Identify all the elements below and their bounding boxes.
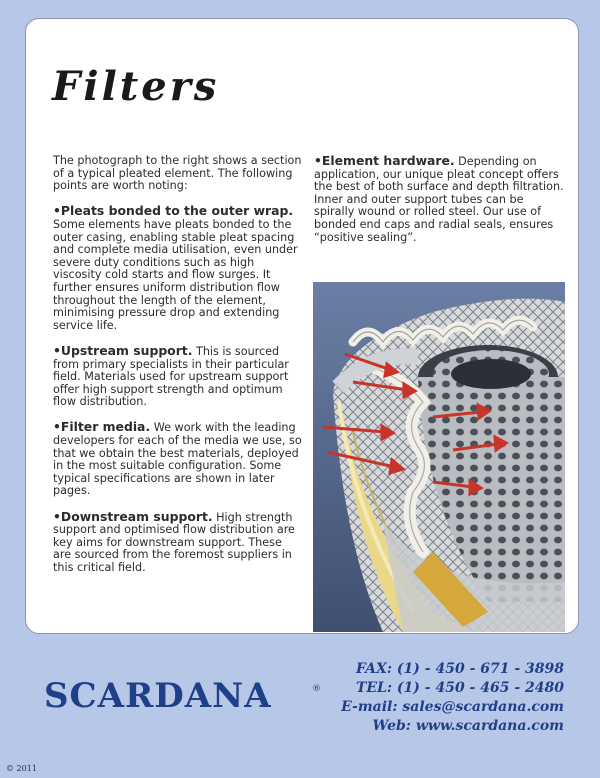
footer — [0, 640, 600, 760]
page-title: Filters — [52, 63, 220, 110]
section-body: We work with the leading developers for each of the media we use, so that we obtain the best materials, deployed in the most suitable configuration. Some typical specifications are shown in later pages. — [53, 421, 302, 498]
brand-logo: SCARDANA — [44, 676, 272, 716]
section-downstream — [53, 508, 303, 575]
tel-number: TEL: (1) - 450 - 465 - 2480 — [355, 680, 564, 696]
content-panel — [25, 18, 579, 634]
section-heading: •Filter media. — [53, 419, 151, 435]
section-body: Some elements have pleats bonded to the outer casing, enabling stable pleat spacing and complete media utilisation, even under severe duty conditions such as high viscosity cold starts and flow surges. It further ensures uniform distribution flow throughout the length of the element, minimising pressure drop and extending service life. — [53, 217, 298, 332]
section-upstream — [53, 342, 303, 409]
pleated-filter-illustration — [313, 282, 565, 632]
section-body: Depending on application, our unique pleat concept offers the best of both surface and depth filtration. Inner and outer support tubes can be spirally wound or rolled steel. Our use of bonded end caps and radial seals, ensures “positive sealing”. — [314, 155, 564, 244]
intro-paragraph: The photograph to the right shows a section of a typical pleated element. The following points are worth noting: — [53, 154, 302, 193]
right-text-column — [314, 155, 564, 257]
section-body: High strength support and optimised flow distribution are key aims for downstream support. These are sourced from the foremost suppliers in this critical field. — [53, 510, 295, 574]
left-text-column — [53, 155, 303, 587]
email-link[interactable]: E-mail: sales@scardana.com — [341, 699, 564, 715]
fax-number: FAX: (1) - 450 - 671 - 3898 — [356, 661, 564, 677]
pleated-filter-photo — [313, 282, 565, 632]
section-heading: •Element hardware. — [314, 153, 455, 168]
section-heading: •Pleats bonded to the outer wrap. — [53, 203, 294, 219]
registered-mark: ® — [312, 684, 321, 694]
section-heading: •Downstream support. — [53, 508, 213, 524]
section-filter-media — [53, 421, 303, 498]
contact-block — [341, 660, 564, 736]
copyright: © 2011 — [6, 764, 37, 773]
web-link[interactable]: Web: www.scardana.com — [372, 718, 564, 734]
section-pleats — [53, 205, 303, 332]
section-body: This is sourced from primary specialists in their particular field. Materials used for upstream support offer high support strength and optimum flow distribution. — [53, 344, 289, 409]
section-element-hardware — [314, 155, 564, 244]
section-heading: •Upstream support. — [53, 342, 193, 358]
